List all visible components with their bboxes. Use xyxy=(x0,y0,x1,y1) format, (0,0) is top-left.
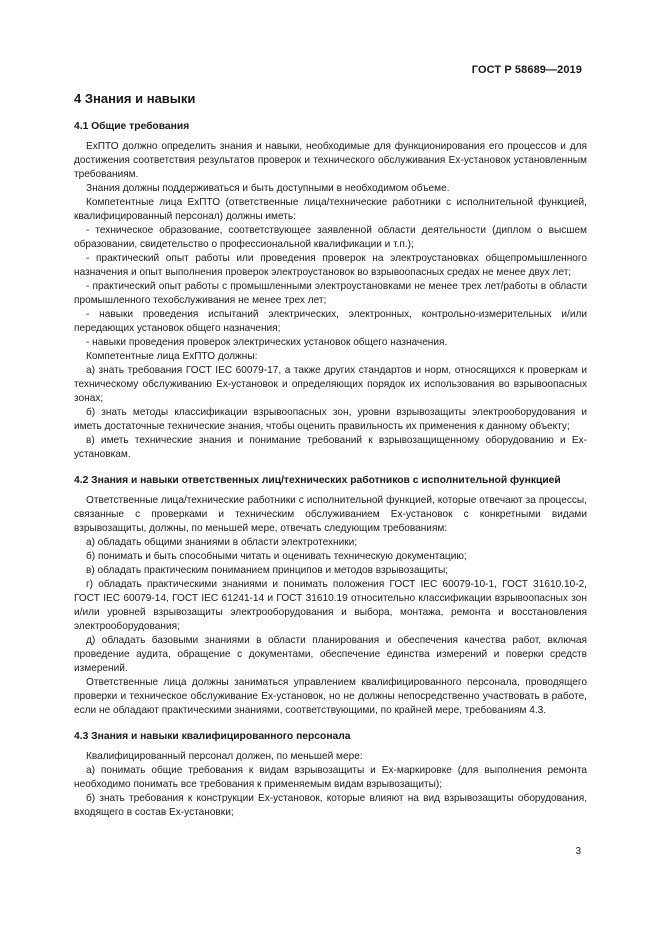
paragraph: Ответственные лица/технические работники с исполнительной функцией, которые отвечают за процессы, связанные с проверками и техническим обслуживанием Ех-установок с конкретными видами взрывозащиты, должны, по меньшей мере, отвечать следующим требованиям: xyxy=(74,495,587,534)
section-title: 4 Знания и навыки xyxy=(74,91,196,106)
list-item: а) понимать общие требования к видам взрывозащиты и Ех-маркировке (для выполнения ремонта необходимо понимать все требования к применяемым видам взрывозащиты); xyxy=(74,765,587,790)
list-item: - навыки проведения проверок электрических установок общего назначения. xyxy=(86,337,448,348)
paragraph: Компетентные лица ЕхПТО должны: xyxy=(86,351,258,362)
list-item: а) обладать общими знаниями в области электротехники; xyxy=(86,537,358,548)
list-item: - техническое образование, соответствующее заявленной области деятельности (диплом о высшем образовании, свидетельство о профессиональной квалификации и т.п.); xyxy=(74,225,587,250)
list-item: б) знать методы классификации взрывоопасных зон, уровни взрывозащиты электрооборудования и иметь достаточные технические знания, чтобы оценить правильность их применения к данному объекту; xyxy=(74,407,587,432)
subsection-title-4-2: 4.2 Знания и навыки ответственных лиц/технических работников с исполнительной функцией xyxy=(74,475,561,486)
list-item: в) обладать практическим пониманием принципов и методов взрывозащиты; xyxy=(86,565,449,576)
subsection-title-4-3: 4.3 Знания и навыки квалифицированного персонала xyxy=(74,731,351,742)
subsection-title-4-1: 4.1 Общие требования xyxy=(74,121,190,132)
paragraph: Квалифицированный персонал должен, по меньшей мере: xyxy=(86,751,363,762)
list-item: б) знать требования к конструкции Ех-установок, которые влияют на вид взрывозащиты оборудования, входящего в состав Ех-установки; xyxy=(74,793,587,818)
list-item: - практический опыт работы или проведения проверок на электроустановках общепромышленного назначения и опыт выполнения проверок электроустановок во взрывоопасных средах не менее двух лет; xyxy=(74,253,587,278)
list-item: д) обладать базовыми знаниями в области планирования и обеспечения качества работ, включая проведение аудита, обращение с документами, обеспечение единства измерений и поверки средств измерений. xyxy=(74,635,587,674)
page-content xyxy=(74,91,587,820)
paragraph: Ответственные лица должны заниматься управлением квалифицированного персонала, проводящего проверки и техническое обслуживание Ех-установок, но не должны непосредственно участвовать в работе, если не обладают практическими знаниями, соответствующими, по крайней мере, требованиям 4.3. xyxy=(74,677,587,716)
list-item: а) знать требования ГОСТ IEC 60079-17, а также других стандартов и норм, относящихся к проверкам и техническому обслуживанию Ех-установок и определяющих порядок их использования во взрывоопасных зонах; xyxy=(74,365,587,404)
paragraph: ЕхПТО должно определить знания и навыки, необходимые для функционирования его процессов и для достижения соответствия результатов проверок и технического обслуживания Ех-установок установленным требованиям. xyxy=(74,141,587,180)
list-item: - практический опыт работы с промышленными электроустановками не менее трех лет/работы в области промышленного техобслуживания не менее трех лет; xyxy=(74,281,587,306)
list-item: б) понимать и быть способными читать и оценивать техническую документацию; xyxy=(86,551,467,562)
list-item: г) обладать практическими знаниями и понимать положения ГОСТ IEC 60079-10-1, ГОСТ 31610.10-2, ГОСТ IEC 60079-14, ГОСТ IEC 61241-14 и ГОСТ 31610.19 относительно классификации взрывоопасных зон и/или уровней взрывозащиты электрооборудования и выбора, монтажа, ремонта и восстановления электрооборудования; xyxy=(74,579,587,632)
page-number: 3 xyxy=(575,846,581,857)
paragraph: Компетентные лица ЕхПТО (ответственные лица/технические работники с исполнительной функцией, квалифицированный персонал) должны иметь: xyxy=(74,197,587,222)
list-item: - навыки проведения испытаний электрических, электронных, контрольно-измерительных и/или передающих установок общего назначения; xyxy=(74,309,587,334)
document-code: ГОСТ Р 58689—2019 xyxy=(471,64,582,76)
paragraph: Знания должны поддерживаться и быть доступными в необходимом объеме. xyxy=(86,183,450,194)
list-item: в) иметь технические знания и понимание требований к взрывозащищенному оборудованию и Ех-установкам. xyxy=(74,435,587,460)
